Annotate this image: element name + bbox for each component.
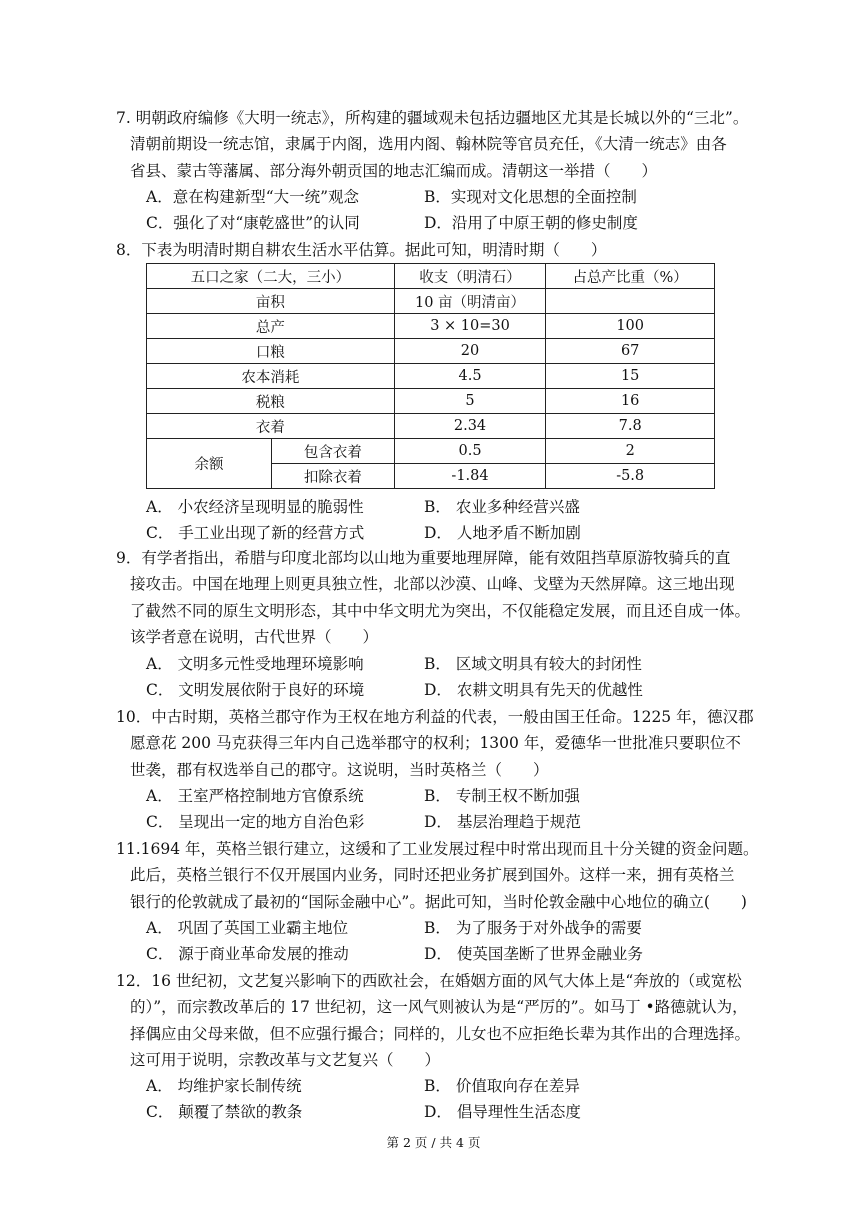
question-10-line-1: 10．中古时期，英格兰郡守作为王权在地方利益的代表，一般由国王任命。1225 年，德汉郡 [116, 708, 754, 726]
table-row [147, 289, 715, 314]
option-c: C． 手工业出现了新的经营方式 [146, 524, 365, 543]
option-c: C． 源于商业革命发展的推动 [146, 945, 349, 964]
table-cell: 3 × 10=30 [394, 314, 546, 339]
question-11 [116, 836, 766, 915]
table-header-cell: 占总产比重（%） [546, 264, 715, 289]
table-cell: 农本消耗 [147, 364, 395, 389]
question-9-options [146, 651, 766, 704]
page-footer: 第 2 页 / 共 4 页 [386, 1135, 481, 1150]
question-12-line-3: 择偶应由父母来做，但不应强行撮合；同样的，儿女也不应拒绝长辈为其作出的合理选择。 [130, 1024, 751, 1043]
table-cell: 16 [546, 389, 715, 414]
table-cell: 7.8 [546, 414, 715, 439]
table-cell: 5 [394, 389, 546, 414]
question-11-line-1: 11.1694 年，英格兰银行建立，这缓和了工业发展过程中时常出现而且十分关键的资金问题。 [116, 840, 759, 858]
question-7-line-3: 省县、蒙古等藩属、部分海外朝贡国的地志汇编而成。清朝这一举措（ ） [130, 161, 658, 180]
option-c: C． 文明发展依附于良好的环境 [146, 681, 365, 700]
table-cell: 衣着 [147, 414, 395, 439]
option-c: C． 呈现出一定的地方自治色彩 [146, 813, 365, 832]
question-10 [116, 704, 766, 783]
question-8-line-1: 8．下表为明清时期自耕农生活水平估算。据此可知，明清时期（ ） [116, 241, 607, 259]
option-b: B． 专制王权不断加强 [424, 787, 580, 805]
table-cell: 10 亩（明清亩） [394, 289, 546, 314]
question-8 [116, 237, 766, 263]
table-cell: 2.34 [394, 414, 546, 439]
question-7-line-2: 清朝前期设一统志馆，隶属于内阁，选用内阁、翰林院等官员充任，《大清一统志》由各 [130, 135, 727, 154]
table-cell: 2 [546, 439, 715, 464]
table-cell: -5.8 [546, 464, 715, 489]
option-a: A． 小农经济呈现明显的脆弱性 [146, 498, 364, 516]
option-d: D． 基层治理趋于规范 [424, 813, 581, 832]
surplus-label: 余额 [147, 439, 272, 488]
option-d: D． 农耕文明具有先天的优越性 [424, 681, 643, 700]
surplus-sub-label: 扣除衣着 [303, 469, 362, 486]
option-b: B．实现对文化思想的全面控制 [424, 188, 637, 206]
table-cell: 亩积 [147, 289, 395, 314]
option-b: B． 区域文明具有较大的封闭性 [424, 655, 642, 673]
question-7-options [146, 184, 766, 237]
table-row [147, 364, 715, 389]
question-12-line-1: 12．16 世纪初，文艺复兴影响下的西欧社会，在婚姻方面的风气大体上是“奔放的（或宽松 [116, 972, 742, 990]
table-cell: 0.5 [394, 439, 546, 464]
option-b: B． 价值取向存在差异 [424, 1077, 580, 1095]
option-c: C．强化了对“康乾盛世”的认同 [146, 214, 360, 233]
option-a: A． 王室严格控制地方官僚系统 [146, 787, 364, 805]
table-header-row [147, 264, 715, 289]
question-11-options [146, 915, 766, 968]
table-cell: 100 [546, 314, 715, 339]
table-header-cell: 五口之家（二大，三小） [147, 264, 395, 289]
question-11-line-3: 银行的伦敦就成了最初的“国际金融中心”。据此可知，当时伦敦金融中心地位的确立( ) [130, 892, 747, 911]
option-a: A． 文明多元性受地理环境影响 [146, 655, 364, 673]
option-a: A．意在构建新型“大一统”观念 [146, 188, 360, 206]
table-row [147, 389, 715, 414]
table-cell: 20 [394, 339, 546, 364]
question-9-line-2: 接攻击。中国在地理上则更具独立性，北部以沙漠、山峰、戈壁为天然屏障。这三地出现 [130, 575, 735, 594]
table-cell: 总产 [147, 314, 395, 339]
table-cell: 税粮 [147, 389, 395, 414]
question-10-line-2: 愿意花 200 马克获得三年内自己选举郡守的权利；1300 年，爱德华一世批准只要职位不 [130, 734, 741, 753]
option-a: A． 巩固了英国工业霸主地位 [146, 919, 349, 937]
table-row [147, 314, 715, 339]
option-d: D． 使英国垄断了世界金融业务 [424, 945, 643, 964]
table-cell: 4.5 [394, 364, 546, 389]
table-row [147, 339, 715, 364]
option-c: C． 颠覆了禁欲的教条 [146, 1103, 303, 1122]
question-9-line-1: 9．有学者指出，希腊与印度北部均以山地为重要地理屏障，能有效阻挡草原游牧骑兵的直 [116, 549, 731, 567]
option-d: D． 倡导理性生活态度 [424, 1103, 581, 1122]
living-standard-table [146, 263, 715, 489]
option-d: D．沿用了中原王朝的修史制度 [424, 214, 638, 233]
option-b: B． 为了服务于对外战争的需要 [424, 919, 642, 937]
question-10-options [146, 783, 766, 836]
table-cell [546, 289, 715, 314]
question-7-line-1: 7. 明朝政府编修《大明一统志》，所构建的疆域观未包括边疆地区尤其是长城以外的“三北”。 [116, 109, 749, 127]
question-9-line-3: 了截然不同的原生文明形态，其中中华文明尤为突出，不仅能稳定发展，而且还自成一体。 [130, 601, 751, 620]
table-cell: 口粮 [147, 339, 395, 364]
option-a: A． 均维护家长制传统 [146, 1077, 302, 1095]
question-9-line-4: 该学者意在说明，古代世界（ ） [130, 627, 379, 646]
question-11-line-2: 此后，英格兰银行不仅开展国内业务，同时还把业务扩展到国外。这样一来，拥有英格兰 [130, 866, 735, 885]
table-header-cell: 收支（明清石） [394, 264, 546, 289]
surplus-cell [147, 439, 395, 489]
option-b: B． 农业多种经营兴盛 [424, 498, 580, 516]
table-cell: 67 [546, 339, 715, 364]
question-12 [116, 968, 766, 1073]
question-12-options [146, 1073, 766, 1126]
question-9 [116, 545, 766, 650]
question-7 [116, 105, 766, 184]
table-row [147, 414, 715, 439]
table-cell: -1.84 [394, 464, 546, 489]
question-12-line-2: 的）”，而宗教改革后的 17 世纪初，这一风气则被认为是“严厉的”。如马丁 •路德就认为， [130, 998, 748, 1017]
option-d: D． 人地矛盾不断加剧 [424, 524, 581, 543]
question-10-line-3: 世袭，郡有权选举自己的郡守。这说明，当时英格兰（ ） [130, 760, 549, 779]
question-12-line-4: 这可用于说明，宗教改革与文艺复兴（ ） [130, 1050, 441, 1069]
table-row [147, 439, 715, 464]
question-8-options [146, 494, 766, 547]
surplus-sub-label: 包含衣着 [272, 439, 394, 464]
table-cell: 15 [546, 364, 715, 389]
